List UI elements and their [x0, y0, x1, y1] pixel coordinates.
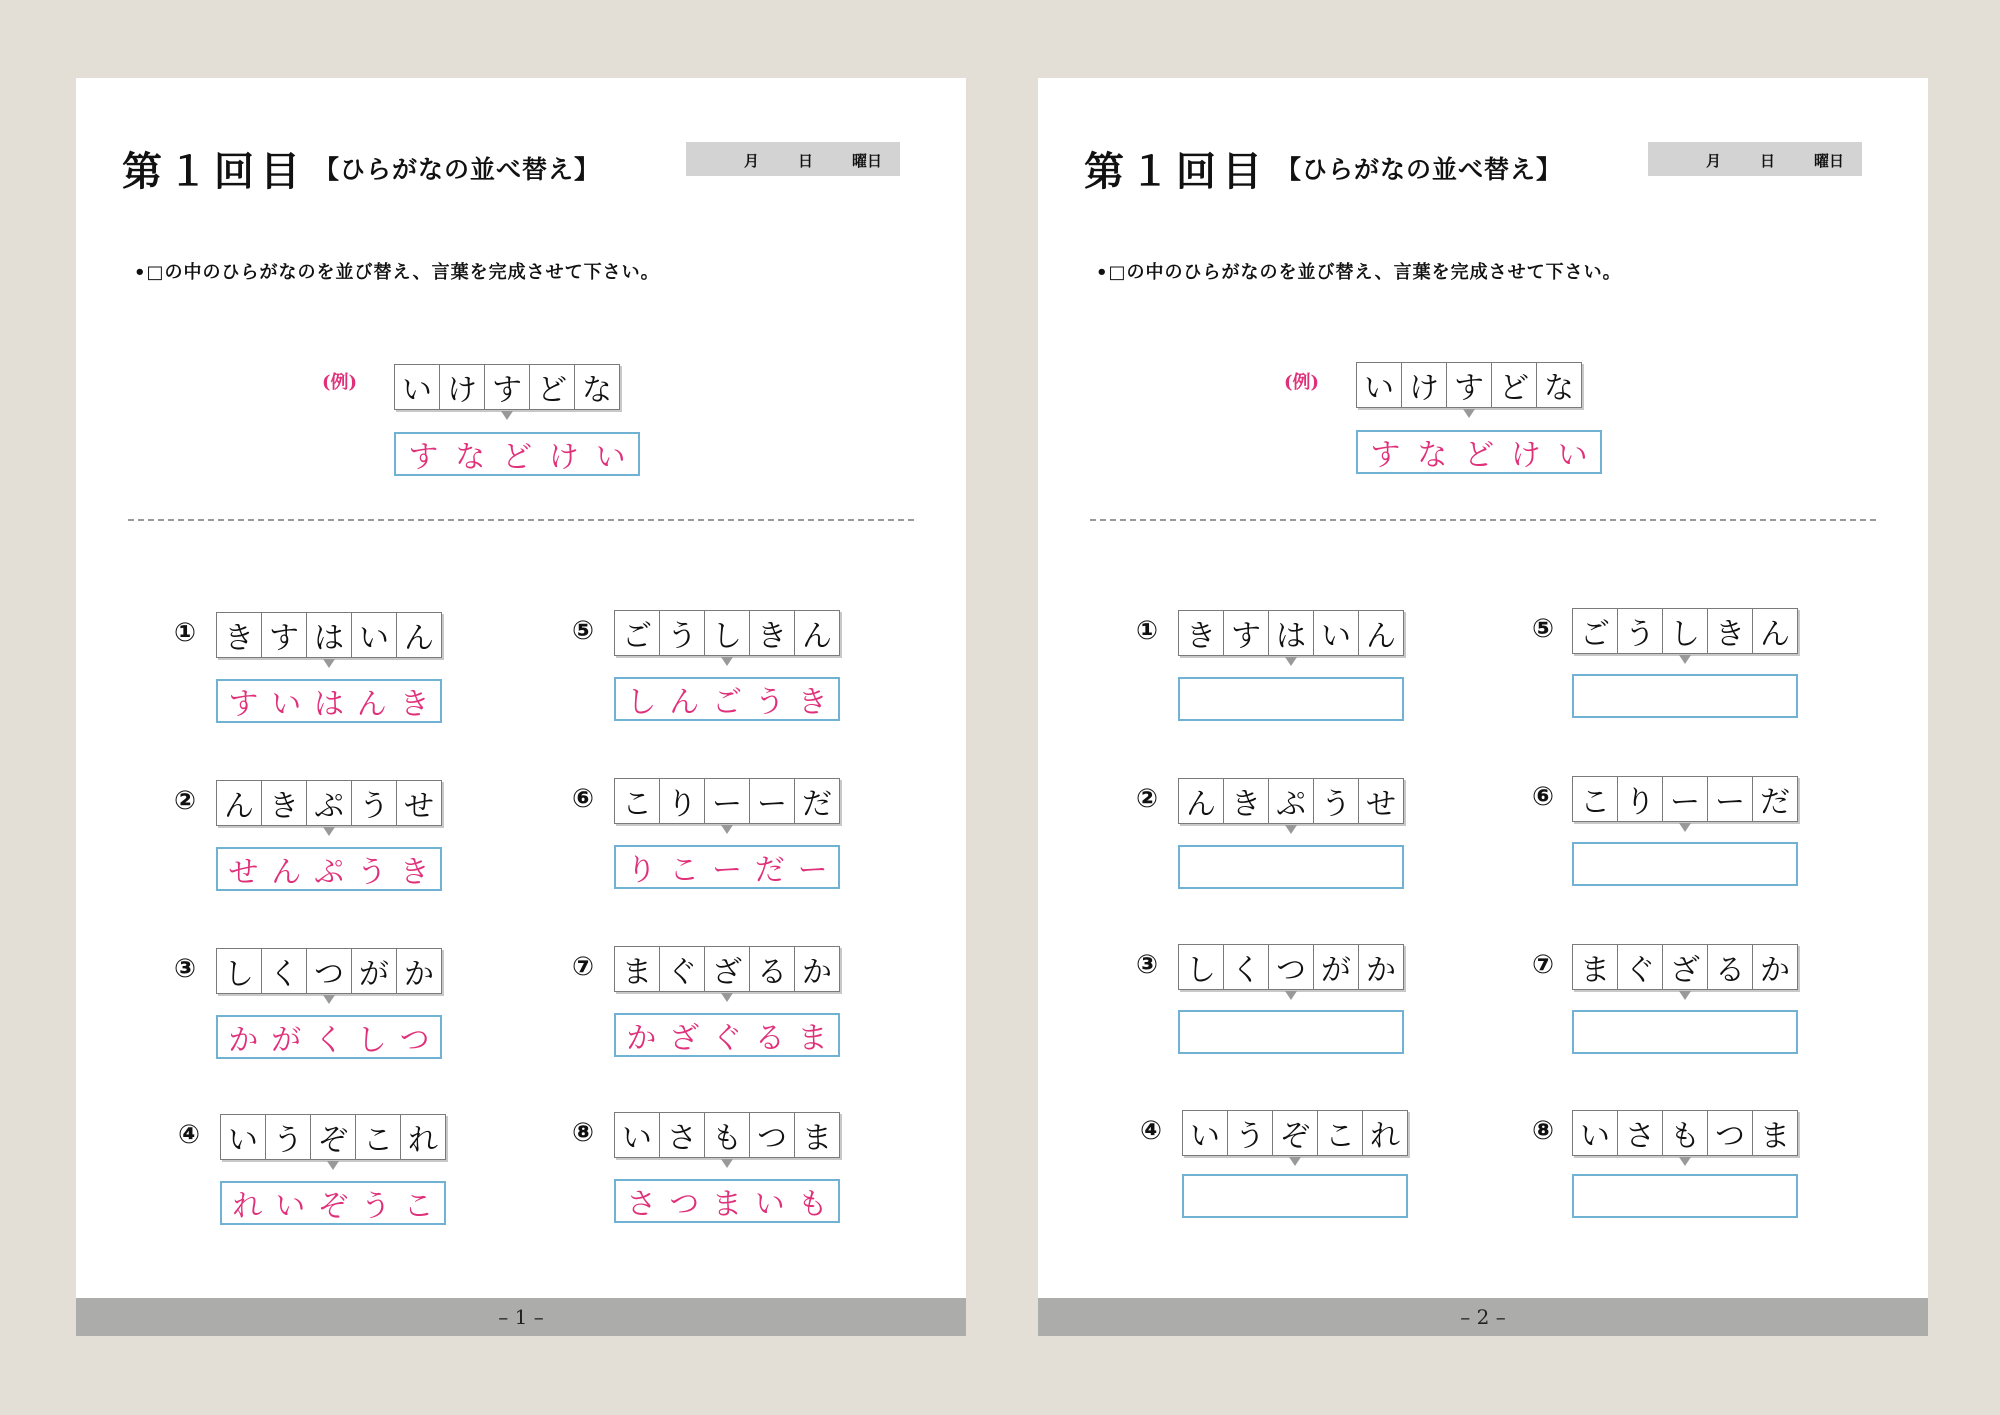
letter-tile: す — [262, 613, 307, 657]
answer-letter: ー — [711, 853, 742, 888]
down-arrow-icon — [1679, 1157, 1691, 1166]
letter-tile: る — [1708, 945, 1753, 989]
letter-tile: い — [395, 365, 440, 409]
answer-letter: い — [271, 687, 302, 722]
answer-letter: が — [271, 1023, 302, 1058]
answer-letter: せ — [228, 855, 259, 890]
question-number: ② — [174, 786, 197, 816]
page-title: 第１回目 — [1084, 148, 1268, 195]
letter-tile: ー — [1663, 777, 1708, 821]
answer-letter: つ — [399, 1023, 430, 1058]
answer-letter: く — [313, 1023, 344, 1058]
letter-tile: こ — [356, 1115, 401, 1159]
page-title: 第１回目 — [122, 148, 306, 195]
answer-letter: す — [408, 440, 439, 475]
question-number: ① — [1136, 616, 1159, 646]
letter-tile: ぞ — [311, 1115, 356, 1159]
answer-input-box[interactable] — [1182, 1174, 1408, 1218]
letter-tile: ぷ — [307, 781, 352, 825]
answer-input-box[interactable] — [1178, 845, 1404, 889]
down-arrow-icon — [1463, 409, 1475, 418]
letter-tile: い — [1573, 1111, 1618, 1155]
letter-tile: も — [1663, 1111, 1708, 1155]
letter-tile: く — [1224, 945, 1269, 989]
answer-letter: な — [1417, 438, 1448, 473]
answer-letter: う — [360, 1189, 391, 1224]
question-number: ⑤ — [1532, 614, 1555, 644]
answer-letter: も — [797, 1187, 828, 1222]
question-number: ⑦ — [572, 952, 595, 982]
letter-tile: ぷ — [1269, 779, 1314, 823]
letter-tile: り — [1618, 777, 1663, 821]
answer-letter: す — [228, 687, 259, 722]
down-arrow-icon — [1285, 825, 1297, 834]
question-tiles — [1572, 608, 1798, 654]
answer-box — [216, 679, 442, 723]
letter-tile: ざ — [1663, 945, 1708, 989]
question-number: ② — [1136, 784, 1159, 814]
letter-tile: せ — [1366, 787, 1396, 822]
letter-tile: う — [660, 611, 705, 655]
question-number: ③ — [1136, 950, 1159, 980]
down-arrow-icon — [1285, 991, 1297, 1000]
question-number: ⑥ — [572, 784, 595, 814]
letter-tile: は — [1269, 611, 1314, 655]
down-arrow-icon — [721, 657, 733, 666]
letter-tile: つ — [750, 1113, 795, 1157]
answer-input-box[interactable] — [1178, 1010, 1404, 1054]
letter-tile: も — [705, 1113, 750, 1157]
answer-box — [1356, 430, 1602, 474]
letter-tile: だ — [802, 787, 832, 822]
letter-tile: ご — [615, 611, 660, 655]
answer-letter: さ — [626, 1187, 657, 1222]
example-label: (例) — [1284, 372, 1320, 393]
down-arrow-icon — [721, 993, 733, 1002]
date-day-label: 日 — [798, 152, 814, 170]
instruction-text: •□の中のひらがなのを並び替え、言葉を完成させて下さい。 — [134, 262, 660, 283]
letter-tile: れ — [408, 1123, 438, 1158]
answer-letter: ぷ — [313, 855, 344, 890]
letter-tile: き — [1179, 611, 1224, 655]
answer-letter: き — [399, 855, 430, 890]
question-tiles — [1572, 944, 1798, 990]
answer-letter: か — [626, 1021, 657, 1056]
down-arrow-icon — [323, 659, 335, 668]
letter-tile: つ — [307, 949, 352, 993]
question-number: ⑦ — [1532, 950, 1555, 980]
down-arrow-icon — [1679, 991, 1691, 1000]
letter-tile: い — [1183, 1111, 1228, 1155]
answer-box — [614, 1179, 840, 1223]
answer-letter: ん — [356, 687, 387, 722]
answer-letter: ま — [711, 1187, 742, 1222]
letter-tile: い — [1357, 363, 1402, 407]
letter-tile: さ — [1618, 1111, 1663, 1155]
down-arrow-icon — [721, 825, 733, 834]
answer-letter: つ — [669, 1187, 700, 1222]
letter-tile: ど — [1492, 363, 1537, 407]
letter-tile: す — [1224, 611, 1269, 655]
letter-tile: い — [221, 1115, 266, 1159]
letter-tile: ま — [1573, 945, 1618, 989]
answer-letter: ぞ — [317, 1189, 348, 1224]
answer-letter: か — [228, 1023, 259, 1058]
letter-tile: る — [750, 947, 795, 991]
letter-tile: き — [262, 781, 307, 825]
answer-input-box[interactable] — [1572, 1010, 1798, 1054]
instruction-text: •□の中のひらがなのを並び替え、言葉を完成させて下さい。 — [1096, 262, 1622, 283]
letter-tile: は — [307, 613, 352, 657]
question-tiles — [1182, 1110, 1408, 1156]
example-tiles — [394, 364, 620, 410]
worksheet-page-1 — [76, 78, 966, 1336]
letter-tile: し — [1179, 945, 1224, 989]
dashed-divider — [128, 519, 914, 521]
letter-tile: う — [266, 1115, 311, 1159]
down-arrow-icon — [327, 1161, 339, 1170]
letter-tile: い — [615, 1113, 660, 1157]
answer-letter: な — [455, 440, 486, 475]
answer-letter: う — [754, 685, 785, 720]
answer-letter: ご — [711, 685, 742, 720]
letter-tile: ー — [705, 779, 750, 823]
answer-input-box[interactable] — [1572, 674, 1798, 718]
letter-tile: さ — [660, 1113, 705, 1157]
worksheet-page-2 — [1038, 78, 1928, 1336]
down-arrow-icon — [1285, 657, 1297, 666]
letter-tile: け — [1402, 363, 1447, 407]
answer-box — [614, 677, 840, 721]
answer-letter: い — [1557, 438, 1588, 473]
letter-tile: き — [750, 611, 795, 655]
down-arrow-icon — [721, 1159, 733, 1168]
letter-tile: ぐ — [1618, 945, 1663, 989]
letter-tile: り — [660, 779, 705, 823]
letter-tile: ぞ — [1273, 1111, 1318, 1155]
letter-tile: ま — [802, 1121, 832, 1156]
answer-letter: ん — [271, 855, 302, 890]
letter-tile: ー — [750, 779, 795, 823]
answer-box — [220, 1181, 446, 1225]
question-number: ① — [174, 618, 197, 648]
answer-letter: い — [754, 1187, 785, 1222]
answer-letter: け — [548, 440, 579, 475]
answer-letter: だ — [754, 853, 785, 888]
letter-tile: こ — [615, 779, 660, 823]
down-arrow-icon — [1679, 655, 1691, 664]
answer-letter: す — [1370, 438, 1401, 473]
answer-letter: る — [754, 1021, 785, 1056]
letter-tile: き — [217, 613, 262, 657]
letter-tile: ん — [1179, 779, 1224, 823]
question-number: ④ — [1140, 1116, 1163, 1146]
letter-tile: が — [1314, 945, 1359, 989]
answer-letter: い — [275, 1189, 306, 1224]
date-month-label: 月 — [744, 152, 760, 170]
answer-input-box[interactable] — [1178, 677, 1404, 721]
letter-tile: う — [1228, 1111, 1273, 1155]
answer-letter: き — [399, 687, 430, 722]
letter-tile: な — [1544, 371, 1574, 406]
down-arrow-icon — [1289, 1157, 1301, 1166]
letter-tile: か — [1366, 953, 1396, 988]
letter-tile: く — [262, 949, 307, 993]
letter-tile: ー — [1708, 777, 1753, 821]
date-month-label: 月 — [1706, 152, 1722, 170]
letter-tile: き — [1708, 609, 1753, 653]
example-tiles — [1356, 362, 1582, 408]
letter-tile: ん — [217, 781, 262, 825]
letter-tile: ご — [1573, 609, 1618, 653]
letter-tile: す — [1447, 363, 1492, 407]
page-subtitle: 【ひらがなの並べ替え】 — [1276, 155, 1563, 184]
answer-letter: ー — [797, 853, 828, 888]
letter-tile: ど — [530, 365, 575, 409]
letter-tile: れ — [1370, 1119, 1400, 1154]
answer-letter: は — [313, 687, 344, 722]
question-tiles — [614, 946, 840, 992]
answer-letter: し — [356, 1023, 387, 1058]
answer-box — [216, 1015, 442, 1059]
down-arrow-icon — [323, 827, 335, 836]
answer-box — [394, 432, 640, 476]
question-number: ⑧ — [1532, 1116, 1555, 1146]
page-subtitle: 【ひらがなの並べ替え】 — [314, 155, 601, 184]
letter-tile: な — [582, 373, 612, 408]
letter-tile: こ — [1318, 1111, 1363, 1155]
answer-letter: こ — [403, 1189, 434, 1224]
answer-letter: ど — [501, 440, 532, 475]
answer-letter: う — [356, 855, 387, 890]
date-weekday-label: 曜日 — [852, 152, 883, 170]
answer-letter: ん — [669, 685, 700, 720]
answer-letter: き — [797, 685, 828, 720]
letter-tile: ん — [802, 619, 832, 654]
answer-letter: い — [595, 440, 626, 475]
date-day-label: 日 — [1760, 152, 1776, 170]
question-tiles — [1178, 778, 1404, 824]
letter-tile: い — [352, 613, 397, 657]
letter-tile: が — [352, 949, 397, 993]
letter-tile: ん — [404, 621, 434, 656]
question-tiles — [614, 610, 840, 656]
question-tiles — [1178, 944, 1404, 990]
question-number: ⑧ — [572, 1118, 595, 1148]
date-weekday-label: 曜日 — [1814, 152, 1845, 170]
down-arrow-icon — [1679, 823, 1691, 832]
question-tiles — [216, 780, 442, 826]
down-arrow-icon — [323, 995, 335, 1004]
letter-tile: し — [1663, 609, 1708, 653]
answer-letter: ど — [1463, 438, 1494, 473]
question-tiles — [216, 948, 442, 994]
letter-tile: ん — [1366, 619, 1396, 654]
letter-tile: ん — [1760, 617, 1790, 652]
letter-tile: つ — [1708, 1111, 1753, 1155]
answer-letter: こ — [669, 853, 700, 888]
answer-box — [614, 1013, 840, 1057]
question-tiles — [614, 1112, 840, 1158]
letter-tile: う — [1618, 609, 1663, 653]
question-number: ④ — [178, 1120, 201, 1150]
letter-tile: こ — [1573, 777, 1618, 821]
letter-tile: か — [404, 957, 434, 992]
answer-letter: ざ — [669, 1021, 700, 1056]
down-arrow-icon — [501, 411, 513, 420]
answer-box — [216, 847, 442, 891]
answer-letter: ぐ — [711, 1021, 742, 1056]
answer-box — [614, 845, 840, 889]
letter-tile: き — [1224, 779, 1269, 823]
letter-tile: つ — [1269, 945, 1314, 989]
page-footer: – 2 – — [1038, 1298, 1928, 1336]
answer-letter: れ — [232, 1189, 263, 1224]
page-footer: – 1 – — [76, 1298, 966, 1336]
answer-letter: け — [1510, 438, 1541, 473]
letter-tile: し — [217, 949, 262, 993]
letter-tile: ざ — [705, 947, 750, 991]
question-tiles — [1178, 610, 1404, 656]
letter-tile: い — [1314, 611, 1359, 655]
example-label: (例) — [322, 372, 358, 393]
letter-tile: だ — [1760, 785, 1790, 820]
question-tiles — [614, 778, 840, 824]
date-box — [1648, 142, 1862, 176]
question-tiles — [1572, 1110, 1798, 1156]
letter-tile: せ — [404, 789, 434, 824]
answer-letter: ま — [797, 1021, 828, 1056]
answer-letter: し — [626, 685, 657, 720]
dashed-divider — [1090, 519, 1876, 521]
letter-tile: ま — [615, 947, 660, 991]
answer-letter: り — [626, 853, 657, 888]
letter-tile: し — [705, 611, 750, 655]
question-tiles — [216, 612, 442, 658]
letter-tile: う — [1314, 779, 1359, 823]
date-box — [686, 142, 900, 176]
letter-tile: か — [802, 955, 832, 990]
letter-tile: す — [485, 365, 530, 409]
question-tiles — [220, 1114, 446, 1160]
letter-tile: ま — [1760, 1119, 1790, 1154]
letter-tile: ぐ — [660, 947, 705, 991]
letter-tile: か — [1760, 953, 1790, 988]
letter-tile: け — [440, 365, 485, 409]
question-tiles — [1572, 776, 1798, 822]
answer-input-box[interactable] — [1572, 1174, 1798, 1218]
letter-tile: う — [352, 781, 397, 825]
question-number: ⑥ — [1532, 782, 1555, 812]
question-number: ③ — [174, 954, 197, 984]
question-number: ⑤ — [572, 616, 595, 646]
answer-input-box[interactable] — [1572, 842, 1798, 886]
